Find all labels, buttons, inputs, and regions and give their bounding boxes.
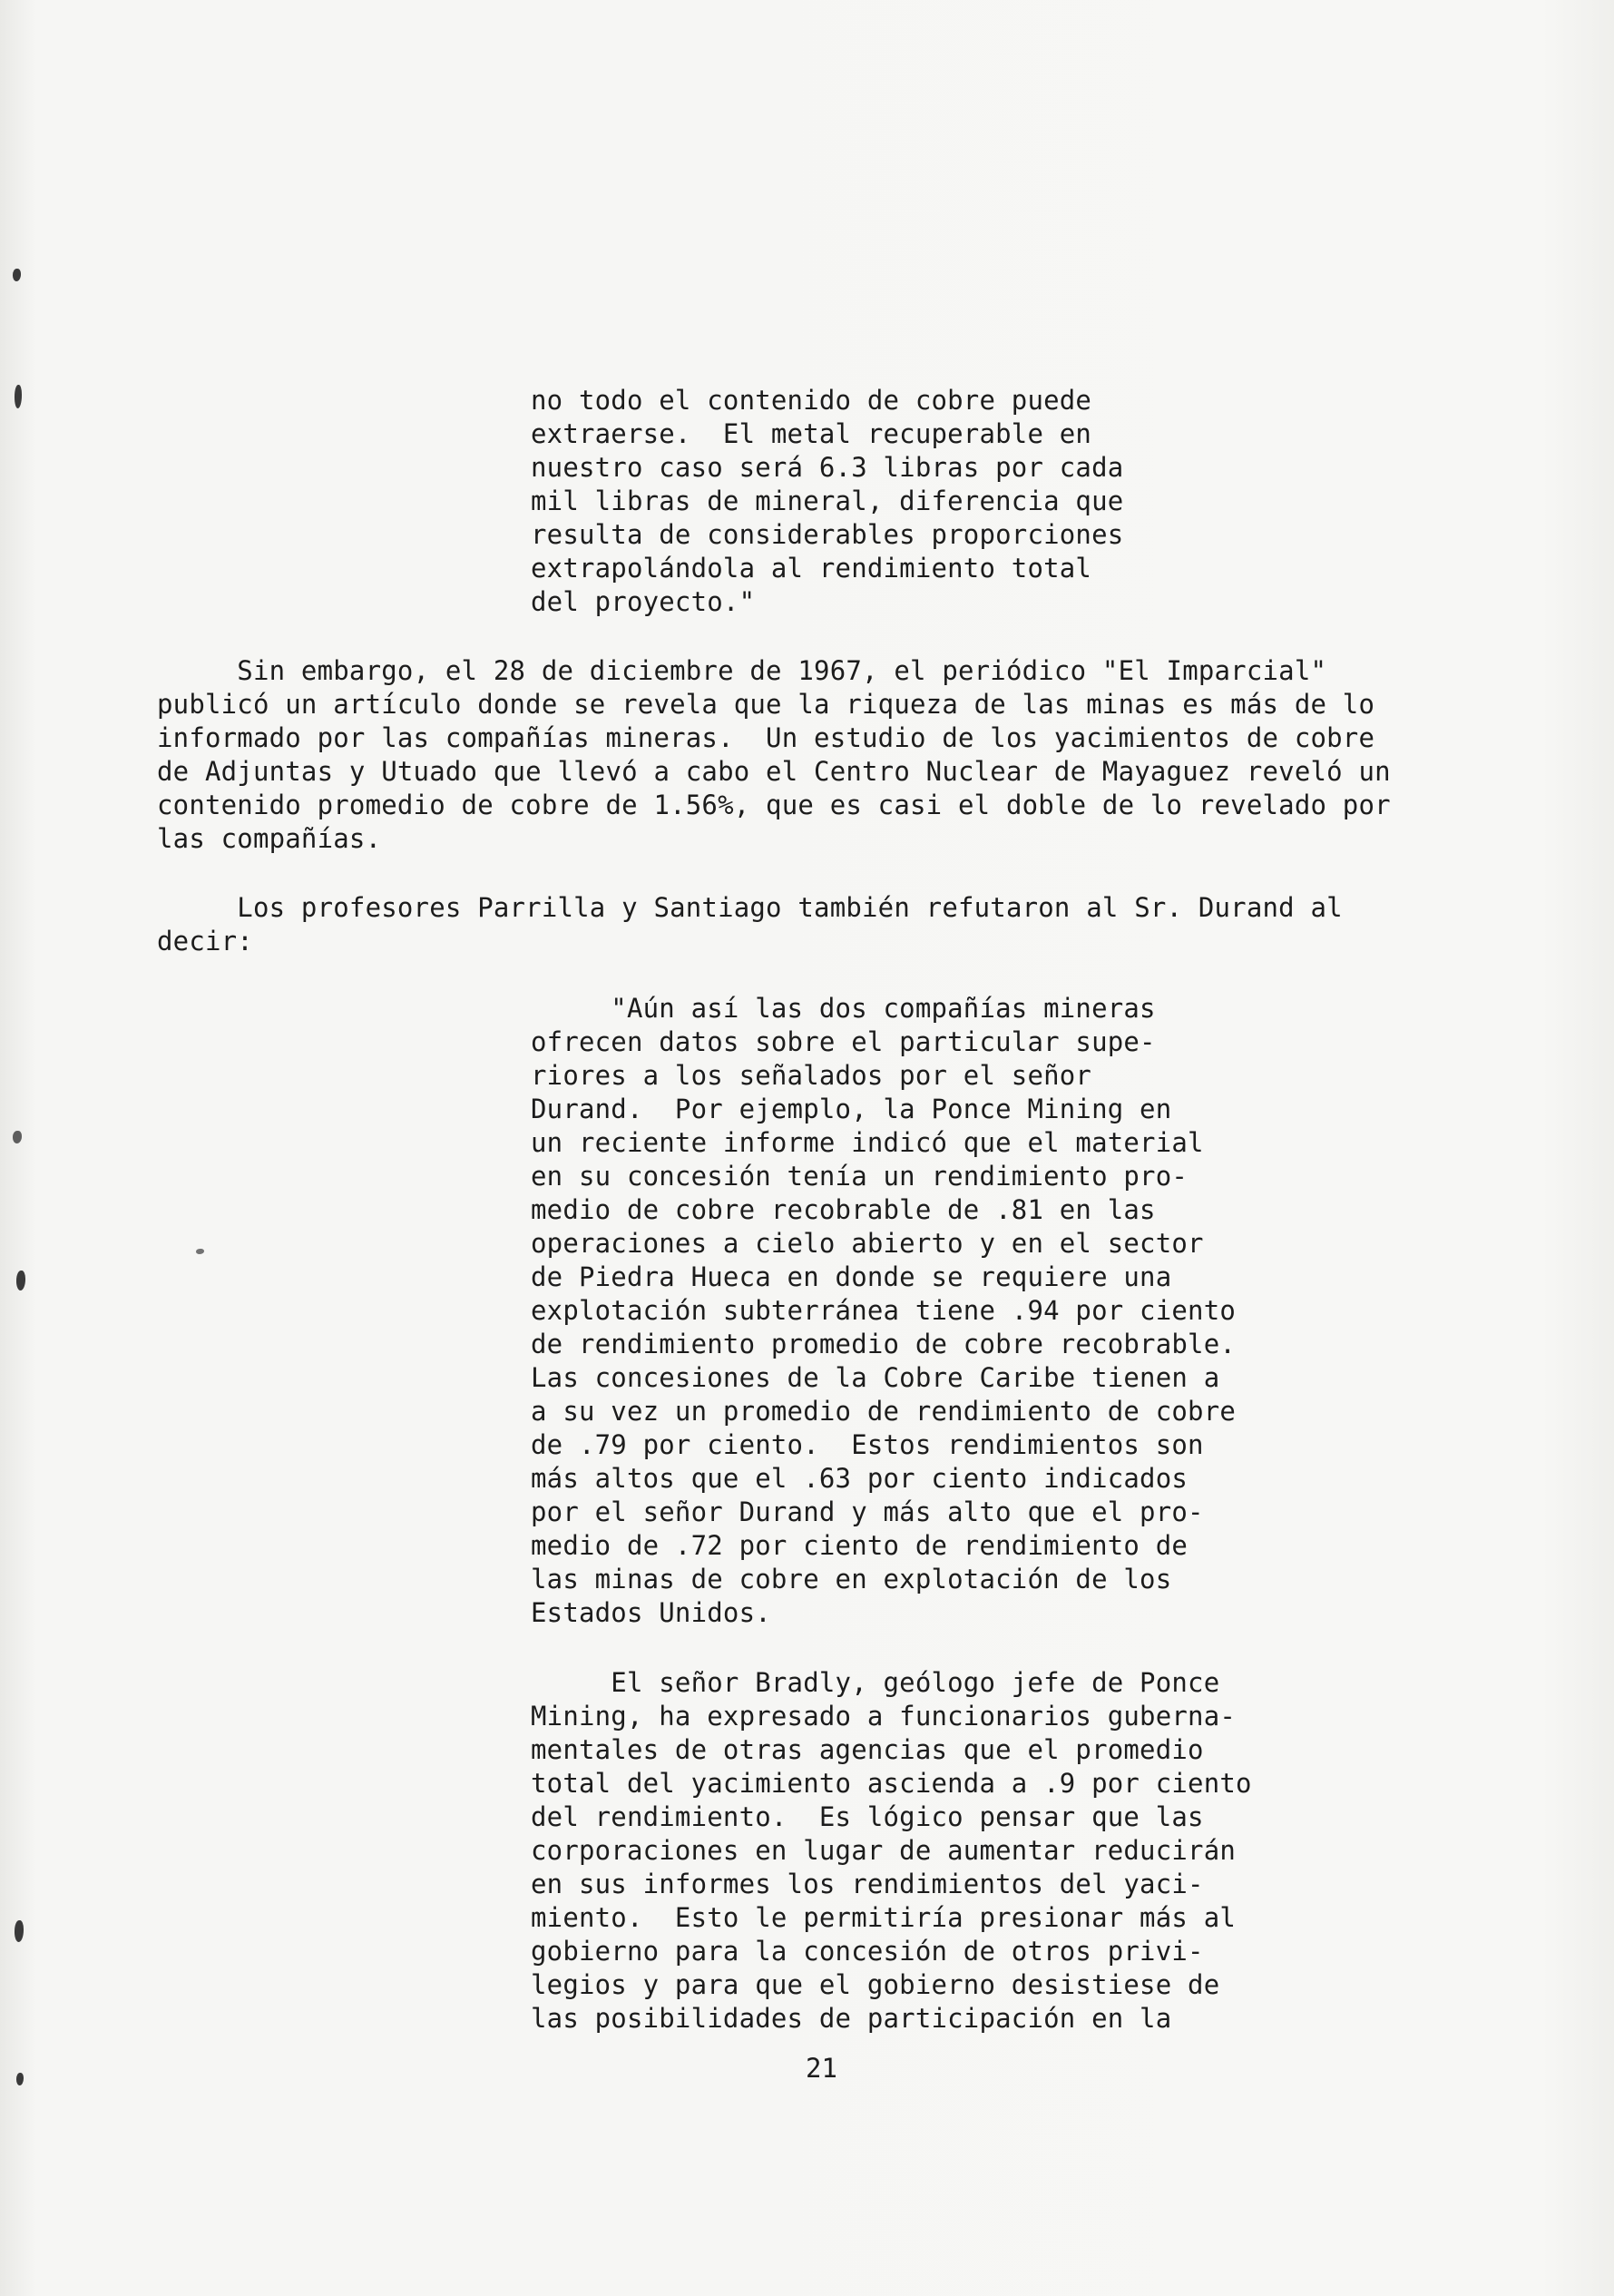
text-line: ofrecen datos sobre el particular supe- [531,1026,1156,1057]
text-line: decir: [157,926,253,957]
text-line: riores a los señalados por el señor [531,1060,1092,1091]
text-line: un reciente informe indicó que el material [531,1127,1204,1158]
text-line: en su concesión tenía un rendimiento pro- [531,1161,1188,1192]
margin-mark [13,269,21,281]
text-line: total del yacimiento ascienda a .9 por ciento [531,1768,1252,1799]
margin-mark [13,1131,22,1143]
text-line: las minas de cobre en explotación de los [531,1564,1172,1594]
text-line: Durand. Por ejemplo, la Ponce Mining en [531,1094,1172,1124]
margin-mark [16,2073,24,2085]
text-line: de Piedra Hueca en donde se requiere una [531,1261,1172,1292]
text-line: Mining, ha expresado a funcionarios guberna- [531,1701,1237,1732]
text-line: en sus informes los rendimientos del yaci- [531,1869,1204,1899]
text-line: explotación subterránea tiene .94 por ciento [531,1295,1237,1326]
text-line: corporaciones en lugar de aumentar reducirán [531,1835,1237,1866]
text-line: de .79 por ciento. Estos rendimientos son [531,1429,1204,1460]
text-line: Las concesiones de la Cobre Caribe tienen a [531,1362,1220,1393]
text-line: Sin embargo, el 28 de diciembre de 1967, el periódico "El Imparcial" [157,655,1327,686]
text-line: medio de .72 por ciento de rendimiento de [531,1530,1188,1561]
text-line: a su vez un promedio de rendimiento de cobre [531,1396,1237,1427]
text-line: más altos que el .63 por ciento indicados [531,1463,1188,1494]
text-line: de rendimiento promedio de cobre recobrable. [531,1329,1237,1359]
page-number: 21 [806,2053,837,2084]
text-line: extraerse. El metal recuperable en [531,418,1092,449]
text-line: medio de cobre recobrable de .81 en las [531,1194,1156,1225]
text-line: las posibilidades de participación en la [531,2003,1172,2034]
text-line: del proyecto." [531,586,756,617]
text-line: El señor Bradly, geólogo jefe de Ponce [531,1667,1220,1698]
text-line: miento. Esto le permitiría presionar más al [531,1902,1237,1933]
text-line: Estados Unidos. [531,1597,771,1628]
text-line: contenido promedio de cobre de 1.56%, que es casi el doble de lo revelado por [157,790,1391,820]
text-line: mil libras de mineral, diferencia que [531,486,1124,516]
text-line: mentales de otras agencias que el promedio [531,1734,1204,1765]
text-line: resulta de considerables proporciones [531,519,1124,550]
margin-mark [196,1249,204,1254]
text-line: operaciones a cielo abierto y en el sector [531,1228,1204,1259]
text-line: gobierno para la concesión de otros privi- [531,1936,1204,1967]
text-line: extrapolándola al rendimiento total [531,553,1092,584]
margin-mark [15,385,22,408]
margin-mark [16,1271,25,1290]
text-line: no todo el contenido de cobre puede [531,385,1092,416]
text-line: de Adjuntas y Utuado que llevó a cabo el Centro Nuclear de Mayaguez reveló un [157,756,1391,787]
text-line: del rendimiento. Es lógico pensar que las [531,1801,1204,1832]
margin-mark [15,1920,24,1942]
text-line: las compañías. [157,823,382,854]
text-line: publicó un artículo donde se revela que la riqueza de las minas es más de lo [157,689,1375,720]
text-line: por el señor Durand y más alto que el pro- [531,1496,1204,1527]
text-line: legios y para que el gobierno desistiese de [531,1969,1220,2000]
text-line: nuestro caso será 6.3 libras por cada [531,452,1124,483]
text-line: informado por las compañías mineras. Un estudio de los yacimientos de cobre [157,722,1375,753]
text-line: "Aún así las dos compañías mineras [531,993,1156,1024]
text-line: Los profesores Parrilla y Santiago también refutaron al Sr. Durand al [157,892,1343,923]
